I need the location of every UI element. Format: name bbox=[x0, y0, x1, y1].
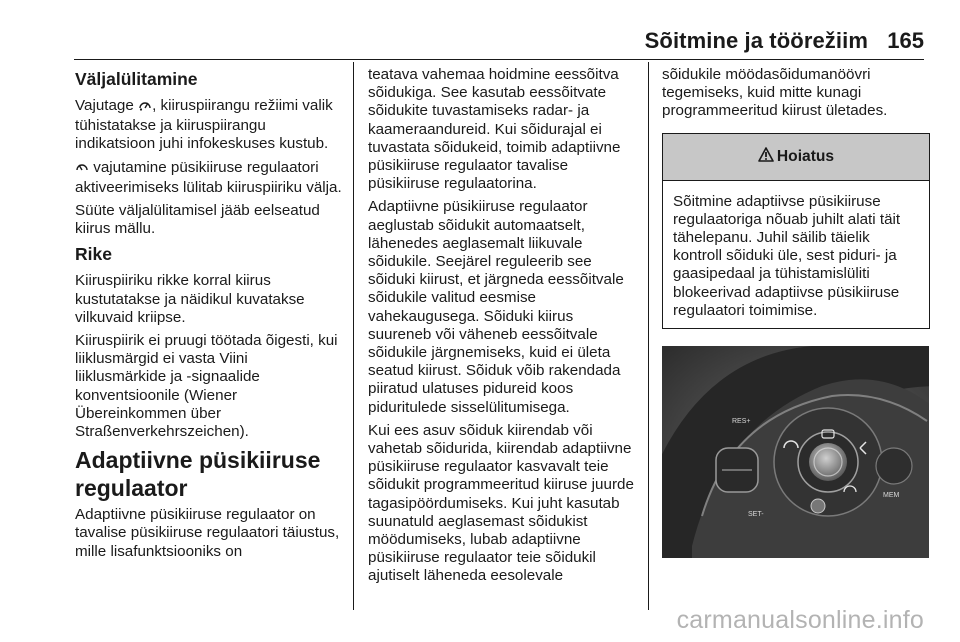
paragraph-fault-2: Kiiruspiirik ei pruugi töötada õigesti, kui liiklusmärgid ei vasta Viini liiklusmärkide ja -signaalide konventsioonile (Wiener Übereinkommen über Straßenverkehrszeichen). bbox=[75, 332, 338, 441]
column-divider-1 bbox=[353, 62, 354, 610]
p1-text: , kiiruspiirangu režiimi valik tühistatakse ja kiiruspiirangu indikatsioon juhi infokeskuses kustub. bbox=[75, 97, 333, 153]
label-res: RES+ bbox=[732, 418, 751, 425]
column-2 bbox=[368, 66, 636, 591]
warning-body bbox=[663, 181, 929, 328]
column-divider-2 bbox=[648, 62, 649, 610]
cruise-control-icon bbox=[75, 160, 89, 179]
watermark: carmanualsonline.info bbox=[676, 606, 924, 634]
paragraph-fault-1: Kiiruspiiriku rikke korral kiirus kustutatakse ja näidikul kuvatakse vilkuvaid kriipse. bbox=[75, 272, 305, 326]
heading-switch-off: Väljalülitamine bbox=[75, 69, 198, 89]
paragraph-switch-off-1 bbox=[75, 97, 343, 154]
heading-fault: Rike bbox=[75, 244, 112, 265]
paragraph-switch-off-2 bbox=[75, 159, 343, 197]
column-1 bbox=[75, 68, 343, 566]
warning-text: Sõitmine adaptiivse püsikiiruse regulaatoriga nõuab juhilt alati täit tähelepanu. Juhil säilib täielik kontroll sõiduki üle, sest piduri- ja gaasipedaal ja tühistamislüliti blokeerivad adaptiivse püsikiiruse regulaatori toimimise. bbox=[673, 192, 901, 319]
paragraph-col2-1: teatava vahemaa hoidmine eessõitva sõidukiga. See kasutab eessõitvate sõidukite tuvastamiseks radar- ja kaameraandureid. Kui sõidurajal ei tuvastata sõidukeid, toimib adaptiivne püsikiiruse regulaator tavalise püsikiiruse regulaatorina. bbox=[368, 66, 621, 193]
warning-title: Hoiatus bbox=[776, 147, 835, 165]
steering-wheel-photo bbox=[662, 346, 929, 558]
paragraph-col2-3: Kui ees asuv sõiduk kiirendab või vahetab sõidurida, kiirendab adaptiivne püsikiiruse regulaator kasvavalt teie sõidukit programmeeritud kiiruse juurde tagasipöördumiseks. Kui juht kasutab suunatuld aeglasemast sõidukist möödumiseks, lubab adaptiivne püsikiiruse regulaator teie sõidukil ajutiselt läheneda eesolevale bbox=[368, 421, 634, 585]
p1-prefix: Vajutage bbox=[75, 97, 134, 114]
paragraph-col2-2: Adaptiivne püsikiiruse regulaator aeglustab sõidukit automaatselt, lähenedes aeglasemalt liikuvale sõidukile. Seejärel reguleerib see sõiduki kiirust, et järgneda eessõitvale sõidukile valitud eesmise vahekaugusega. Sõiduki kiirus suureneb või väheneb eessõitvale sõidukile järgnemiseks, kuid ei ületa seatud kiirust. Sõiduk võib rakendada piiratud ulatuses pidureid koos piduritulede sisselülitumisega. bbox=[368, 198, 624, 416]
label-mem: MEM bbox=[883, 492, 900, 499]
warning-triangle-icon bbox=[758, 147, 777, 167]
page-number: 165 bbox=[887, 28, 924, 53]
steering-wheel-illustration bbox=[662, 346, 929, 558]
paragraph-col3-1: sõidukile möödasõidumanöövri tegemiseks, kuid mitte kunagi programmeeritud kiirust ületades. bbox=[662, 66, 888, 120]
p2-text: vajutamine püsikiiruse regulaatori aktiveerimiseks lülitab kiiruspiiriku välja. bbox=[75, 158, 342, 196]
label-set: SET- bbox=[748, 511, 764, 518]
warning-box bbox=[662, 133, 930, 329]
column-3 bbox=[662, 66, 930, 374]
paragraph-adaptive-intro: Adaptiivne püsikiiruse regulaator on tavalise püsikiiruse regulaatori täiustus, mille lisafunktsiooniks on bbox=[75, 506, 340, 560]
page-header-title: Sõitmine ja töörežiim bbox=[644, 28, 868, 53]
heading-adaptive-cruise: Adaptiivne püsikiiruse regulaator bbox=[75, 447, 321, 502]
warning-header bbox=[663, 134, 929, 181]
speed-limiter-icon bbox=[138, 98, 152, 117]
mem-button bbox=[876, 448, 912, 484]
header-rule bbox=[74, 59, 924, 60]
center-knob bbox=[809, 443, 847, 481]
paragraph-switch-off-3: Süüte väljalülitamisel jääb eelseatud kiirus mällu. bbox=[75, 202, 320, 238]
